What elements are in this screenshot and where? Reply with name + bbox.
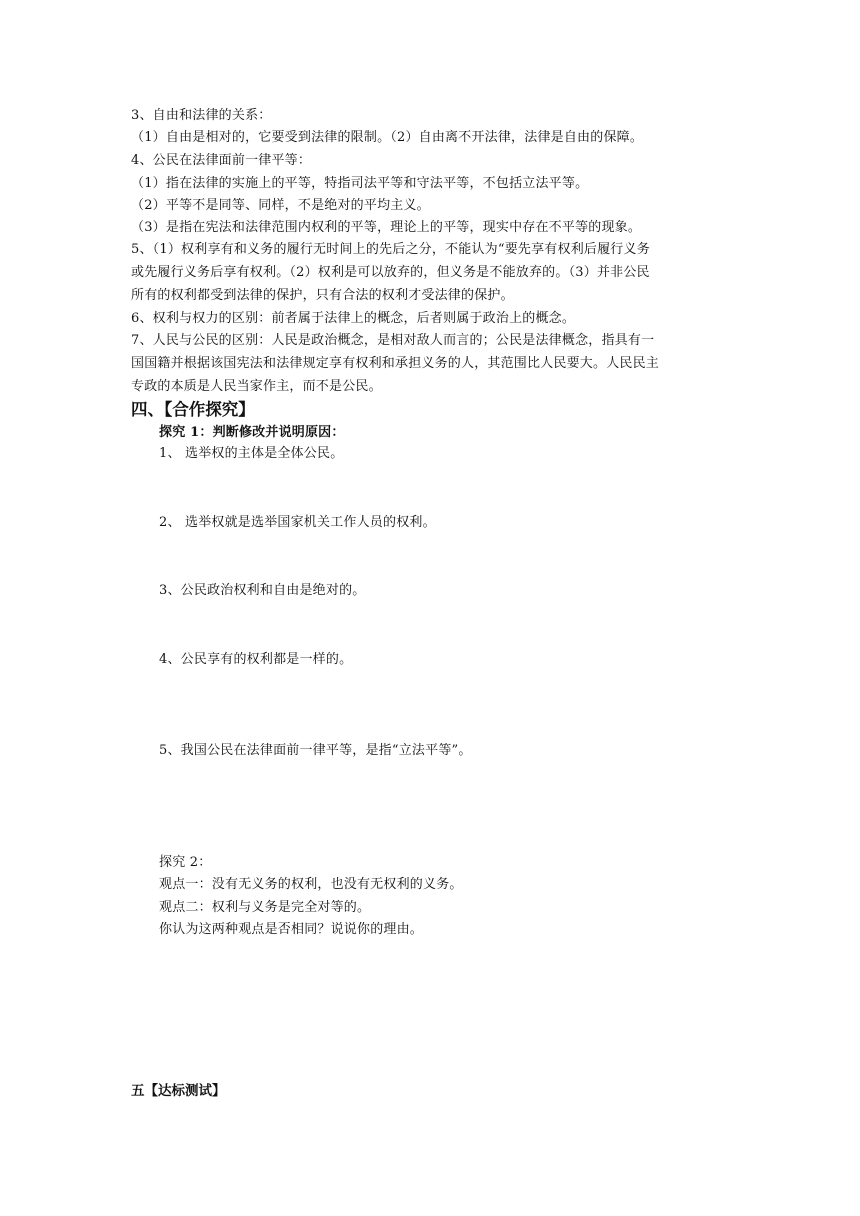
section-3-line: （1）自由是相对的，它要受到法律的限制。（2）自由离不开法律，法律是自由的保障。 (131, 130, 644, 145)
inquiry-2-question: 你认为这两种观点是否相同？说说你的理由。 (159, 922, 424, 937)
inquiry-1-question-1: 1、 选举权的主体是全体公民。 (159, 446, 344, 461)
part-5-heading: 五【达标测试】 (131, 1083, 226, 1099)
part-4-heading: 四、【合作探究】 (131, 400, 255, 419)
inquiry-1-question-4: 4、公民享有的权利都是一样的。 (159, 652, 353, 667)
inquiry-1-title: 探究 1：判断修改并说明原因： (159, 425, 345, 440)
section-5-line-1: 5、（1）权利享有和义务的履行无时间上的先后之分，不能认为“要先享有权利后履行义务 (131, 242, 650, 257)
inquiry-1-question-5: 5、我国公民在法律面前一律平等，是指“立法平等”。 (159, 743, 472, 758)
section-6-line: 6、权利与权力的区别：前者属于法律上的概念，后者则属于政治上的概念。 (131, 311, 576, 326)
section-7-line-3: 专政的本质是人民当家作主，而不是公民。 (131, 379, 382, 394)
section-4-item-3: （3）是指在宪法和法律范围内权利的平等，理论上的平等，现实中存在不平等的现象。 (131, 220, 642, 235)
section-4-item-2: （2）平等不是同等、同样，不是绝对的平均主义。 (131, 198, 430, 213)
section-5-line-2: 或先履行义务后享有权利。（2）权利是可以放弃的，但义务是不能放弃的。（3）并非公民 (131, 265, 650, 280)
inquiry-1-question-2: 2、 选举权就是选举国家机关工作人员的权利。 (159, 515, 436, 530)
section-5-line-3: 所有的权利都受到法律的保护，只有合法的权利才受法律的保护。 (131, 288, 514, 303)
section-4-title: 4、公民在法律面前一律平等： (131, 153, 312, 168)
inquiry-1-question-3: 3、公民政治权利和自由是绝对的。 (159, 583, 366, 598)
inquiry-2-view-2: 观点二：权利与义务是完全对等的。 (159, 900, 371, 915)
section-3-title: 3、自由和法律的关系： (131, 108, 272, 123)
section-7-line-2: 国国籍并根据该国宪法和法律规定享有权利和承担义务的人，其范围比人民要大。人民民主 (131, 356, 660, 371)
inquiry-2-view-1: 观点一：没有无义务的权利，也没有无权利的义务。 (159, 877, 463, 892)
section-7-line-1: 7、人民与公民的区别：人民是政治概念，是相对敌人而言的；公民是法律概念，指具有一 (131, 333, 655, 348)
inquiry-2-title: 探究 2： (159, 855, 212, 870)
section-4-item-1: （1）指在法律的实施上的平等，特指司法平等和守法平等，不包括立法平等。 (131, 176, 589, 191)
